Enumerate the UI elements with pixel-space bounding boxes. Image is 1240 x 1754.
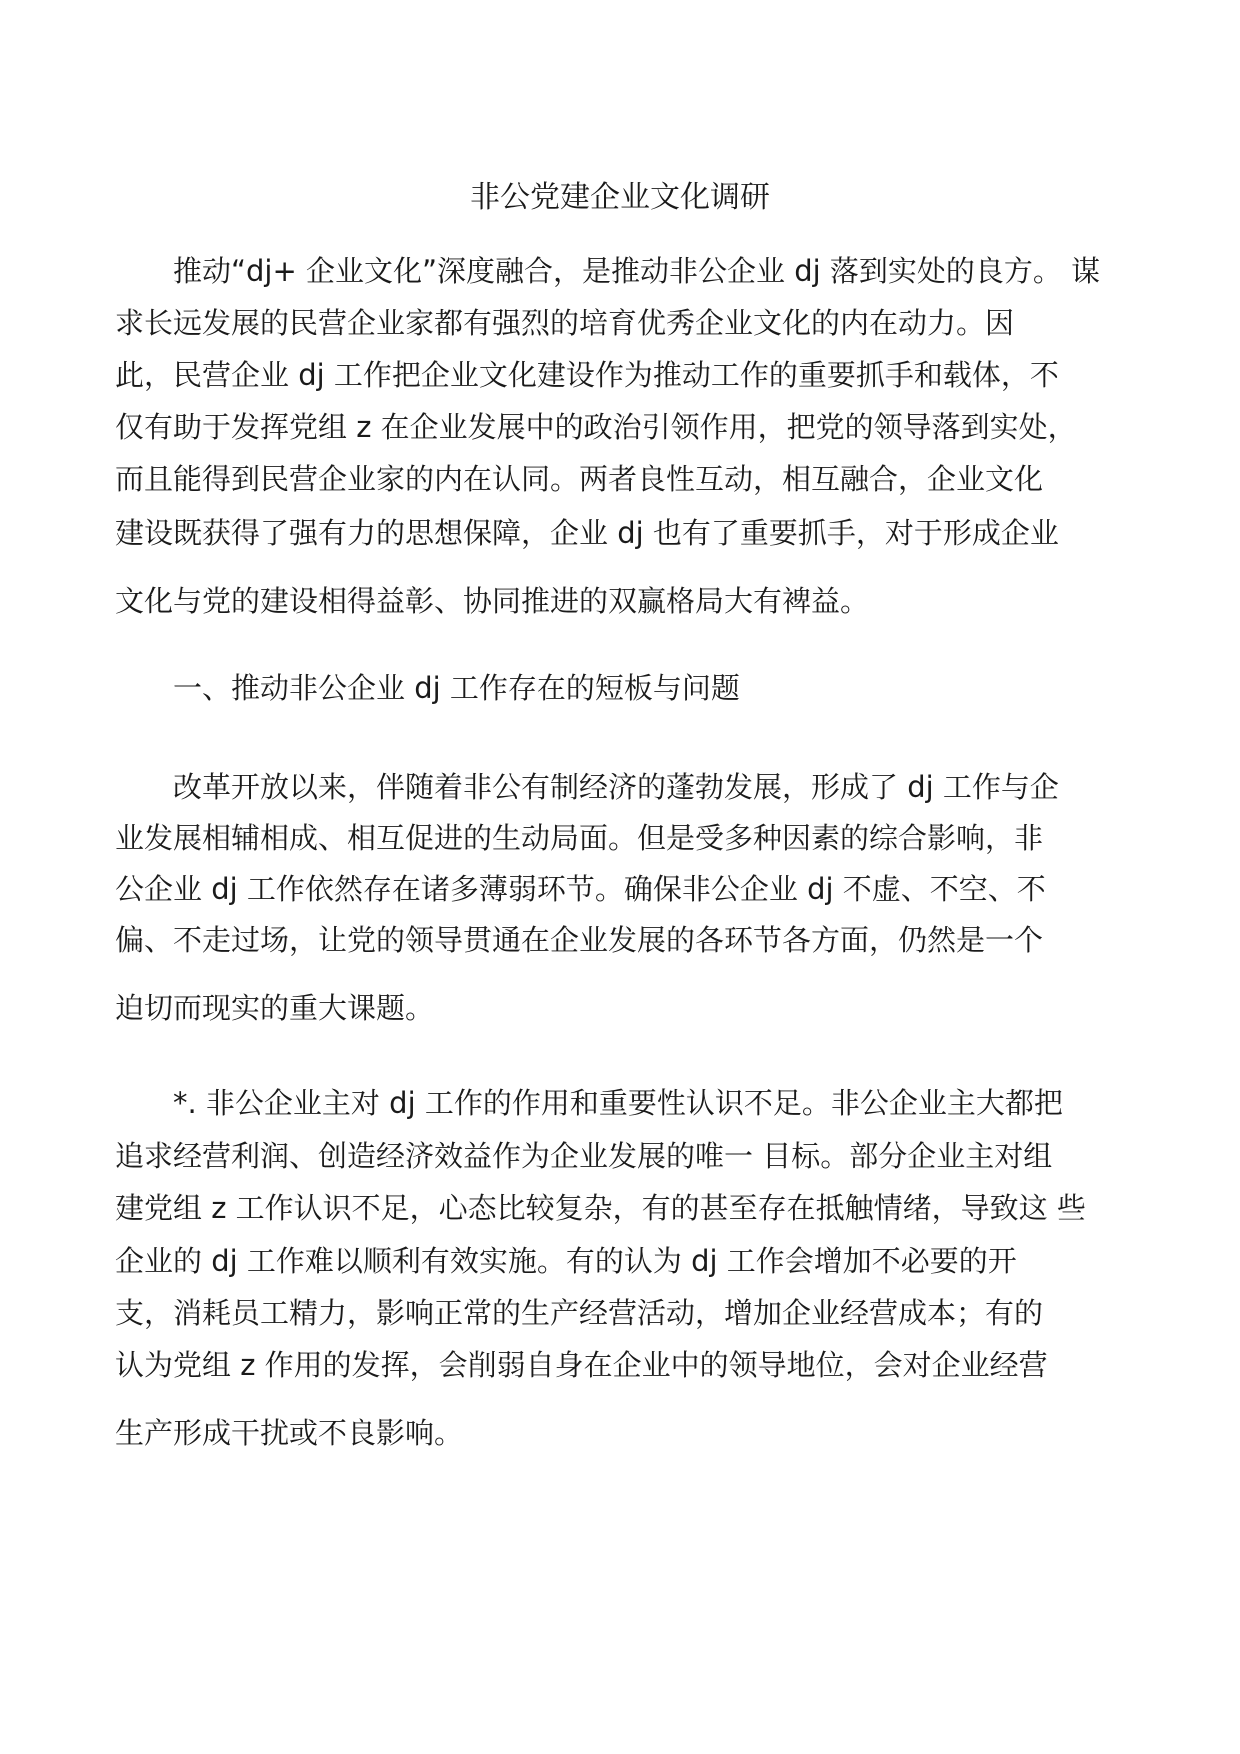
paragraph-line: 此，民营企业 dj 工作把企业文化建设作为推动工作的重要抓手和载体，不 xyxy=(115,358,1059,392)
paragraph-line: *. 非公企业主对 dj 工作的作用和重要性认识不足。非公企业主大都把 xyxy=(173,1086,1063,1120)
paragraph-line: 仅有助于发挥党组 z 在企业发展中的政治引领作用，把党的领导落到实处， xyxy=(115,410,1077,444)
paragraph-line: 文化与党的建设相得益彰、协同推进的双赢格局大有裨益。 xyxy=(115,584,870,618)
paragraph-line: 而且能得到民营企业家的内在认同。两者良性互动，相互融合，企业文化 xyxy=(115,462,1044,496)
paragraph-line: 迫切而现实的重大课题。 xyxy=(115,991,435,1025)
paragraph-line: 建党组 z 工作认识不足，心态比较复杂，有的甚至存在抵触情绪，导致这 些 xyxy=(115,1191,1086,1225)
paragraph-line: 认为党组 z 作用的发挥，会削弱自身在企业中的领导地位，会对企业经营 xyxy=(115,1348,1048,1382)
paragraph-line: 公企业 dj 工作依然存在诸多薄弱环节。确保非公企业 dj 不虚、不空、不 xyxy=(115,872,1046,906)
section-heading: 一、推动非公企业 dj 工作存在的短板与问题 xyxy=(173,671,740,705)
paragraph-line: 求长远发展的民营企业家都有强烈的培育优秀企业文化的内在动力。因 xyxy=(115,306,1015,340)
paragraph-line: 偏、不走过场，让党的领导贯通在企业发展的各环节各方面，仍然是一个 xyxy=(115,923,1044,957)
paragraph-line: 企业的 dj 工作难以顺利有效实施。有的认为 dj 工作会增加不必要的开 xyxy=(115,1244,1017,1278)
paragraph-line: 改革开放以来，伴随着非公有制经济的蓬勃发展，形成了 dj 工作与企 xyxy=(173,770,1059,804)
document-title: 非公党建企业文化调研 xyxy=(470,180,770,215)
paragraph-line: 支，消耗员工精力，影响正常的生产经营活动，增加企业经营成本；有的 xyxy=(115,1296,1044,1330)
paragraph-line: 生产形成干扰或不良影响。 xyxy=(115,1416,464,1450)
paragraph-line: 推动“dj+ 企业文化”深度融合，是推动非公企业 dj 落到实处的良方。 谋 xyxy=(173,254,1101,288)
paragraph-line: 业发展相辅相成、相互促进的生动局面。但是受多种因素的综合影响，非 xyxy=(115,821,1044,855)
paragraph-line: 追求经营利润、创造经济效益作为企业发展的唯一 目标。部分企业主对组 xyxy=(115,1139,1053,1173)
paragraph-line: 建设既获得了强有力的思想保障，企业 dj 也有了重要抓手，对于形成企业 xyxy=(115,516,1059,550)
